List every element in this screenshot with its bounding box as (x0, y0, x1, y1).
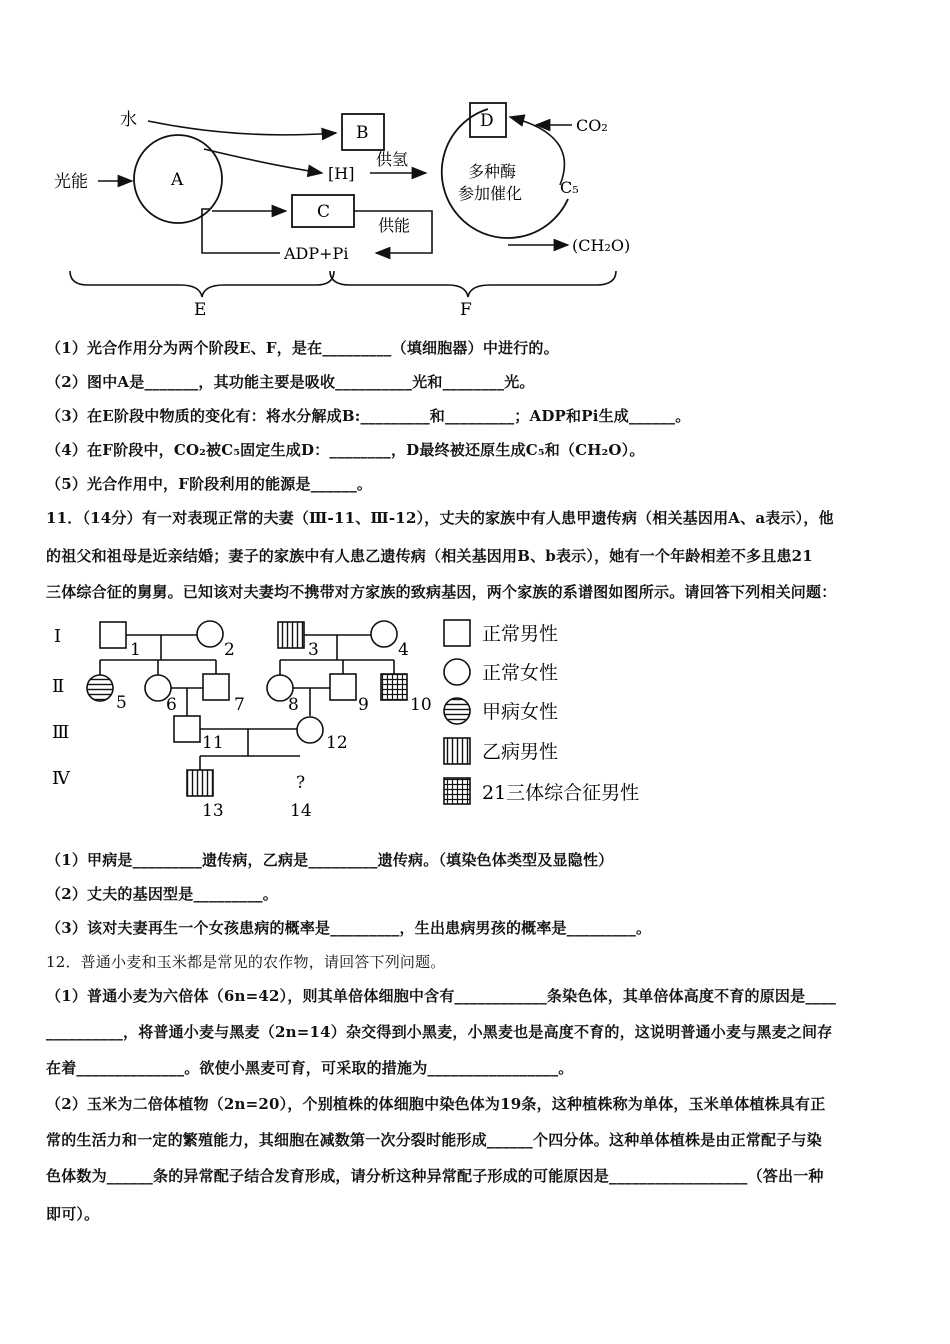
individual-7 (203, 674, 229, 700)
supply-h-label: 供氢 (376, 150, 409, 169)
label-f: F (460, 300, 472, 320)
legend-trisomy-male-symbol (444, 778, 470, 804)
label-1: 1 (130, 640, 141, 660)
photosynthesis-diagram (40, 95, 660, 320)
brace-e (70, 271, 334, 297)
q12-part2-line4: 即可）。 (46, 1205, 100, 1223)
label-c: C (317, 202, 331, 222)
enzymes-line2: 参加催化 (458, 184, 523, 203)
q12-part2-line2: 常的生活力和一定的繁殖能力，其细胞在减数第一次分裂时能形成______个四分体。这种单体植株是由正常配子与染 (46, 1131, 822, 1149)
q11-stem-line1: 11．（14分）有一对表现正常的夫妻（Ⅲ-11、Ⅲ-12），丈夫的家族中有人患甲遗传病（相关基因用A、a表示），他 (46, 509, 834, 527)
label-3: 3 (308, 640, 319, 660)
gen-3-label: Ⅲ (52, 722, 70, 743)
q10-part1: （1）光合作用分为两个阶段E、F，是在_________（填细胞器）中进行的。 (46, 339, 559, 357)
label-d: D (480, 111, 494, 131)
label-14: 14 (290, 801, 312, 821)
q12-part1-line3: 在着______________。欲使小黑麦可育，可采取的措施为_________________。 (46, 1059, 574, 1077)
q11-part2: （2）丈夫的基因型是_________。 (46, 885, 278, 903)
cycle-arrow-top (510, 117, 564, 185)
label-9: 9 (358, 695, 369, 715)
individual-5 (87, 675, 113, 701)
label-7: 7 (234, 695, 245, 715)
co2-label: CO₂ (576, 116, 608, 135)
label-13: 13 (202, 801, 224, 821)
legend-normal-female: 正常女性 (482, 662, 559, 684)
ch2o-label: (CH₂O) (572, 236, 631, 255)
individual-10 (381, 674, 407, 700)
individual-4 (371, 621, 397, 647)
label-unknown: ? (296, 773, 306, 793)
legend-disease-a-female-symbol (444, 698, 470, 724)
water-to-b-arrow (148, 121, 336, 135)
label-8: 8 (288, 695, 299, 715)
light-label: 光能 (54, 172, 88, 192)
individual-3 (278, 622, 304, 648)
q10-part3: （3）在E阶段中物质的变化有：将水分解成B:_________和_________；ADP和Pi生成______。 (46, 407, 691, 425)
gen-1-label: Ⅰ (54, 626, 62, 647)
q12-part2-line3: 色体数为______条的异常配子结合发育形成，请分析这种异常配子形成的可能原因是__________________（答出一种 (46, 1167, 824, 1185)
q12-title: 12．普通小麦和玉米都是常见的农作物，请回答下列问题。 (46, 953, 446, 971)
q10-part5: （5）光合作用中，F阶段利用的能源是______。 (46, 475, 373, 493)
label-6: 6 (166, 695, 177, 715)
label-12: 12 (326, 733, 348, 753)
adp-to-a-line (202, 209, 280, 253)
label-5: 5 (116, 693, 127, 713)
pedigree-chart (40, 612, 680, 827)
gen-2-label: Ⅱ (52, 676, 65, 697)
brace-f (330, 271, 616, 297)
gen-4-label: Ⅳ (52, 768, 70, 789)
q11-stem-line2: 的祖父和祖母是近亲结婚；妻子的家族中有人患乙遗传病（相关基因用B、b表示），她有一个年龄相差不多且患21 (46, 547, 813, 565)
q10-part4: （4）在F阶段中，CO₂被C₅固定生成D：________，D最终被还原生成C₅和（CH₂O）。 (46, 441, 645, 459)
label-a: A (171, 170, 184, 190)
legend-normal-female-symbol (444, 659, 470, 685)
individual-11 (174, 716, 200, 742)
label-2: 2 (224, 640, 235, 660)
enzymes-line1: 多种酶 (468, 162, 517, 181)
q12-part2-line1: （2）玉米为二倍体植物（2n=20），个别植株的体细胞中染色体为19条，这种植株称为单体，玉米单体植株具有正 (46, 1095, 826, 1113)
c5-label: C₅ (560, 178, 579, 197)
q12-part1-line1: （1）普通小麦为六倍体（6n=42），则其单倍体细胞中含有____________条染色体，其单倍体高度不育的原因是____ (46, 987, 837, 1005)
legend-normal-male: 正常男性 (482, 623, 559, 645)
legend-trisomy-male: 21三体综合征男性 (482, 782, 640, 804)
q12-part1-line2: __________，将普通小麦与黑麦（2n=14）杂交得到小黑麦，小黑麦也是高度不育的，这说明普通小麦与黑麦之间存 (46, 1023, 833, 1041)
label-e: E (194, 300, 207, 320)
q11-part3: （3）该对夫妻再生一个女孩患病的概率是_________，生出患病男孩的概率是_________。 (46, 919, 652, 937)
legend-disease-b-male-symbol (444, 738, 470, 764)
label-11: 11 (202, 733, 224, 753)
water-label: 水 (120, 110, 137, 130)
individual-12 (297, 717, 323, 743)
q11-part1: （1）甲病是_________遗传病，乙病是_________遗传病。（填染色体类型及显隐性） (46, 851, 614, 869)
individual-13 (187, 770, 213, 796)
legend-disease-a-female: 甲病女性 (482, 701, 559, 723)
individual-9 (330, 674, 356, 700)
label-10: 10 (410, 695, 432, 715)
adp-label: ADP+Pi (284, 244, 349, 263)
individual-2 (197, 621, 223, 647)
legend-disease-b-male: 乙病男性 (482, 741, 559, 763)
supply-energy-label: 供能 (378, 216, 411, 235)
label-4: 4 (398, 640, 409, 660)
label-b: B (356, 123, 369, 143)
q10-part2: （2）图中A是_______，其功能主要是吸收__________光和________光。 (46, 373, 535, 391)
individual-1 (100, 622, 126, 648)
legend-normal-male-symbol (444, 620, 470, 646)
label-h: [H] (328, 164, 355, 183)
q11-stem-line3: 三体综合征的舅舅。已知该对夫妻均不携带对方家族的致病基因，两个家族的系谱图如图所示。请回答下列相关问题： (46, 583, 837, 601)
